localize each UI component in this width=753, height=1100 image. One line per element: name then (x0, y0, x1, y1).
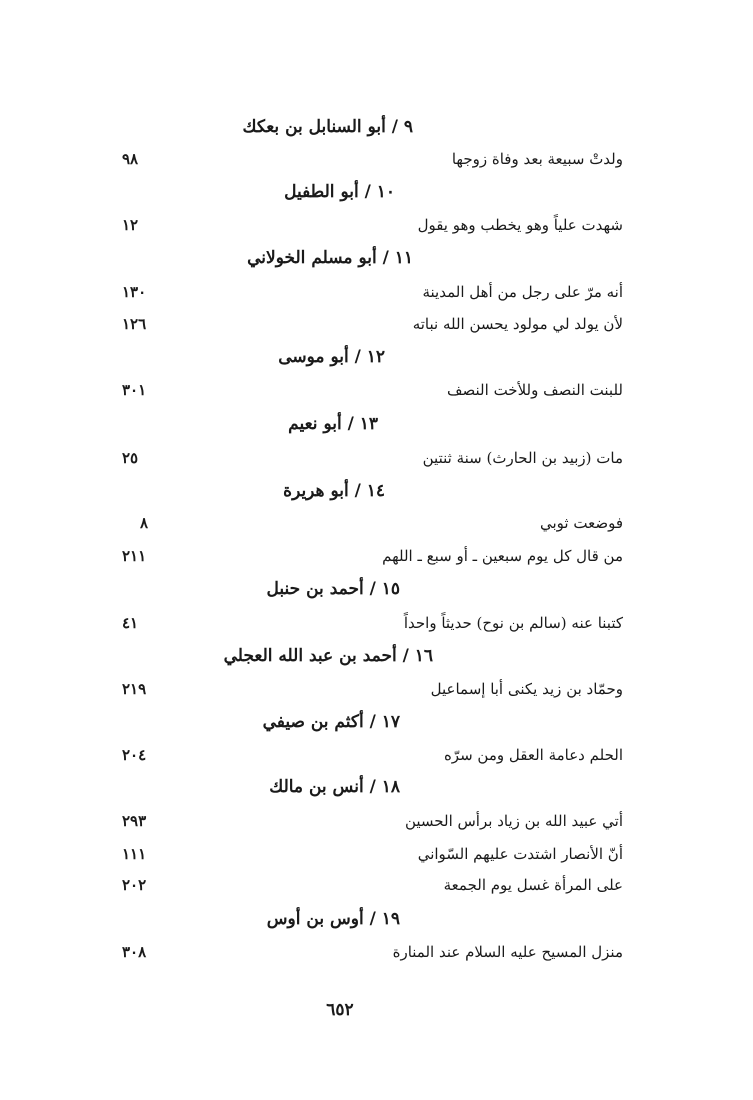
entry-page-number: ٢٠٤ (122, 746, 147, 764)
entry-page-number: ٢٠٢ (122, 876, 147, 894)
entry-text: كتبنا عنه (سالم بن نوح) حديثاً واحداً (403, 614, 623, 632)
index-entry (0, 674, 753, 704)
entry-text: ولدتْ سبيعة بعد وفاة زوجها (451, 150, 623, 168)
section-heading: ١٣ / أبو نعيم (288, 414, 378, 434)
section-heading: ٩ / أبو السنابل بن بعكك (242, 117, 413, 137)
index-entry (0, 937, 753, 967)
entry-page-number: ٣٠١ (122, 381, 147, 399)
section-heading: ١٥ / أحمد بن حنبل (266, 579, 400, 599)
entry-text: على المرأة غسل يوم الجمعة (443, 876, 623, 894)
entry-text: أنّ الأنصار اشتدت عليهم السّواني (417, 845, 623, 863)
index-entry (0, 277, 753, 307)
entry-page-number: ١٢٦ (122, 315, 147, 333)
section-heading: ١٢ / أبو موسى (278, 347, 385, 367)
entry-text: من قال كل يوم سبعين ـ أو سبع ـ اللهم (382, 547, 623, 565)
section-heading-row (0, 772, 753, 802)
entry-page-number: ٢١١ (122, 547, 147, 565)
entry-page-number: ٩٨ (122, 150, 139, 168)
entry-text: لأن يولد لي مولود يحسن الله نباته (412, 315, 623, 333)
entry-page-number: ٢٥ (122, 449, 139, 467)
index-entry (0, 443, 753, 473)
entry-text: شهدت علياً وهو يخطب وهو يقول (417, 216, 623, 234)
entry-text: وحمّاد بن زيد يكنى أبا إسماعيل (430, 680, 623, 698)
index-entry (0, 839, 753, 869)
section-heading-row (0, 342, 753, 372)
section-heading: ١٧ / أكثم بن صيفي (262, 712, 400, 732)
entry-text: منزل المسيح عليه السلام عند المنارة (392, 943, 623, 961)
index-entry (0, 740, 753, 770)
entry-page-number: ٨ (140, 514, 149, 532)
section-heading: ١١ / أبو مسلم الخولاني (247, 248, 413, 268)
entry-page-number: ٢٩٣ (122, 812, 147, 830)
entry-text: مات (زبيد بن الحارث) سنة ثنتين (422, 449, 623, 467)
index-entry (0, 210, 753, 240)
index-entry (0, 806, 753, 836)
section-heading-row (0, 707, 753, 737)
index-entry (0, 508, 753, 538)
entry-text: أتي عبيد الله بن زياد برأس الحسين (404, 812, 623, 830)
section-heading-row (0, 641, 753, 671)
index-entry (0, 541, 753, 571)
section-heading-row (0, 574, 753, 604)
entry-text: للبنت النصف وللأخت النصف (447, 381, 623, 399)
index-entry (0, 144, 753, 174)
index-entry (0, 608, 753, 638)
page-number: ٦٥٢ (326, 1000, 354, 1020)
section-heading-row (0, 409, 753, 439)
index-entry (0, 375, 753, 405)
section-heading-row (0, 243, 753, 273)
entry-page-number: ٤١ (122, 614, 139, 632)
entry-page-number: ٣٠٨ (122, 943, 147, 961)
entry-page-number: ٢١٩ (122, 680, 147, 698)
section-heading-row (0, 476, 753, 506)
section-heading-row (0, 177, 753, 207)
entry-page-number: ١٢ (122, 216, 139, 234)
section-heading-row (0, 904, 753, 934)
section-heading: ١٦ / أحمد بن عبد الله العجلي (223, 646, 433, 666)
entry-text: أنه مرّ على رجل من أهل المدينة (422, 283, 623, 301)
section-heading: ١٩ / أوس بن أوس (266, 909, 400, 929)
section-heading: ١٤ / أبو هريرة (283, 481, 385, 501)
section-heading-row (0, 112, 753, 142)
entry-page-number: ١١١ (122, 845, 147, 863)
index-entry (0, 870, 753, 900)
index-entry (0, 309, 753, 339)
entry-text: الحلم دعامة العقل ومن سرّه (443, 746, 623, 764)
section-heading: ١٨ / أنس بن مالك (269, 777, 400, 797)
section-heading: ١٠ / أبو الطفيل (284, 182, 395, 202)
entry-text: فوضعت ثوبي (540, 514, 623, 532)
entry-page-number: ١٣٠ (122, 283, 147, 301)
